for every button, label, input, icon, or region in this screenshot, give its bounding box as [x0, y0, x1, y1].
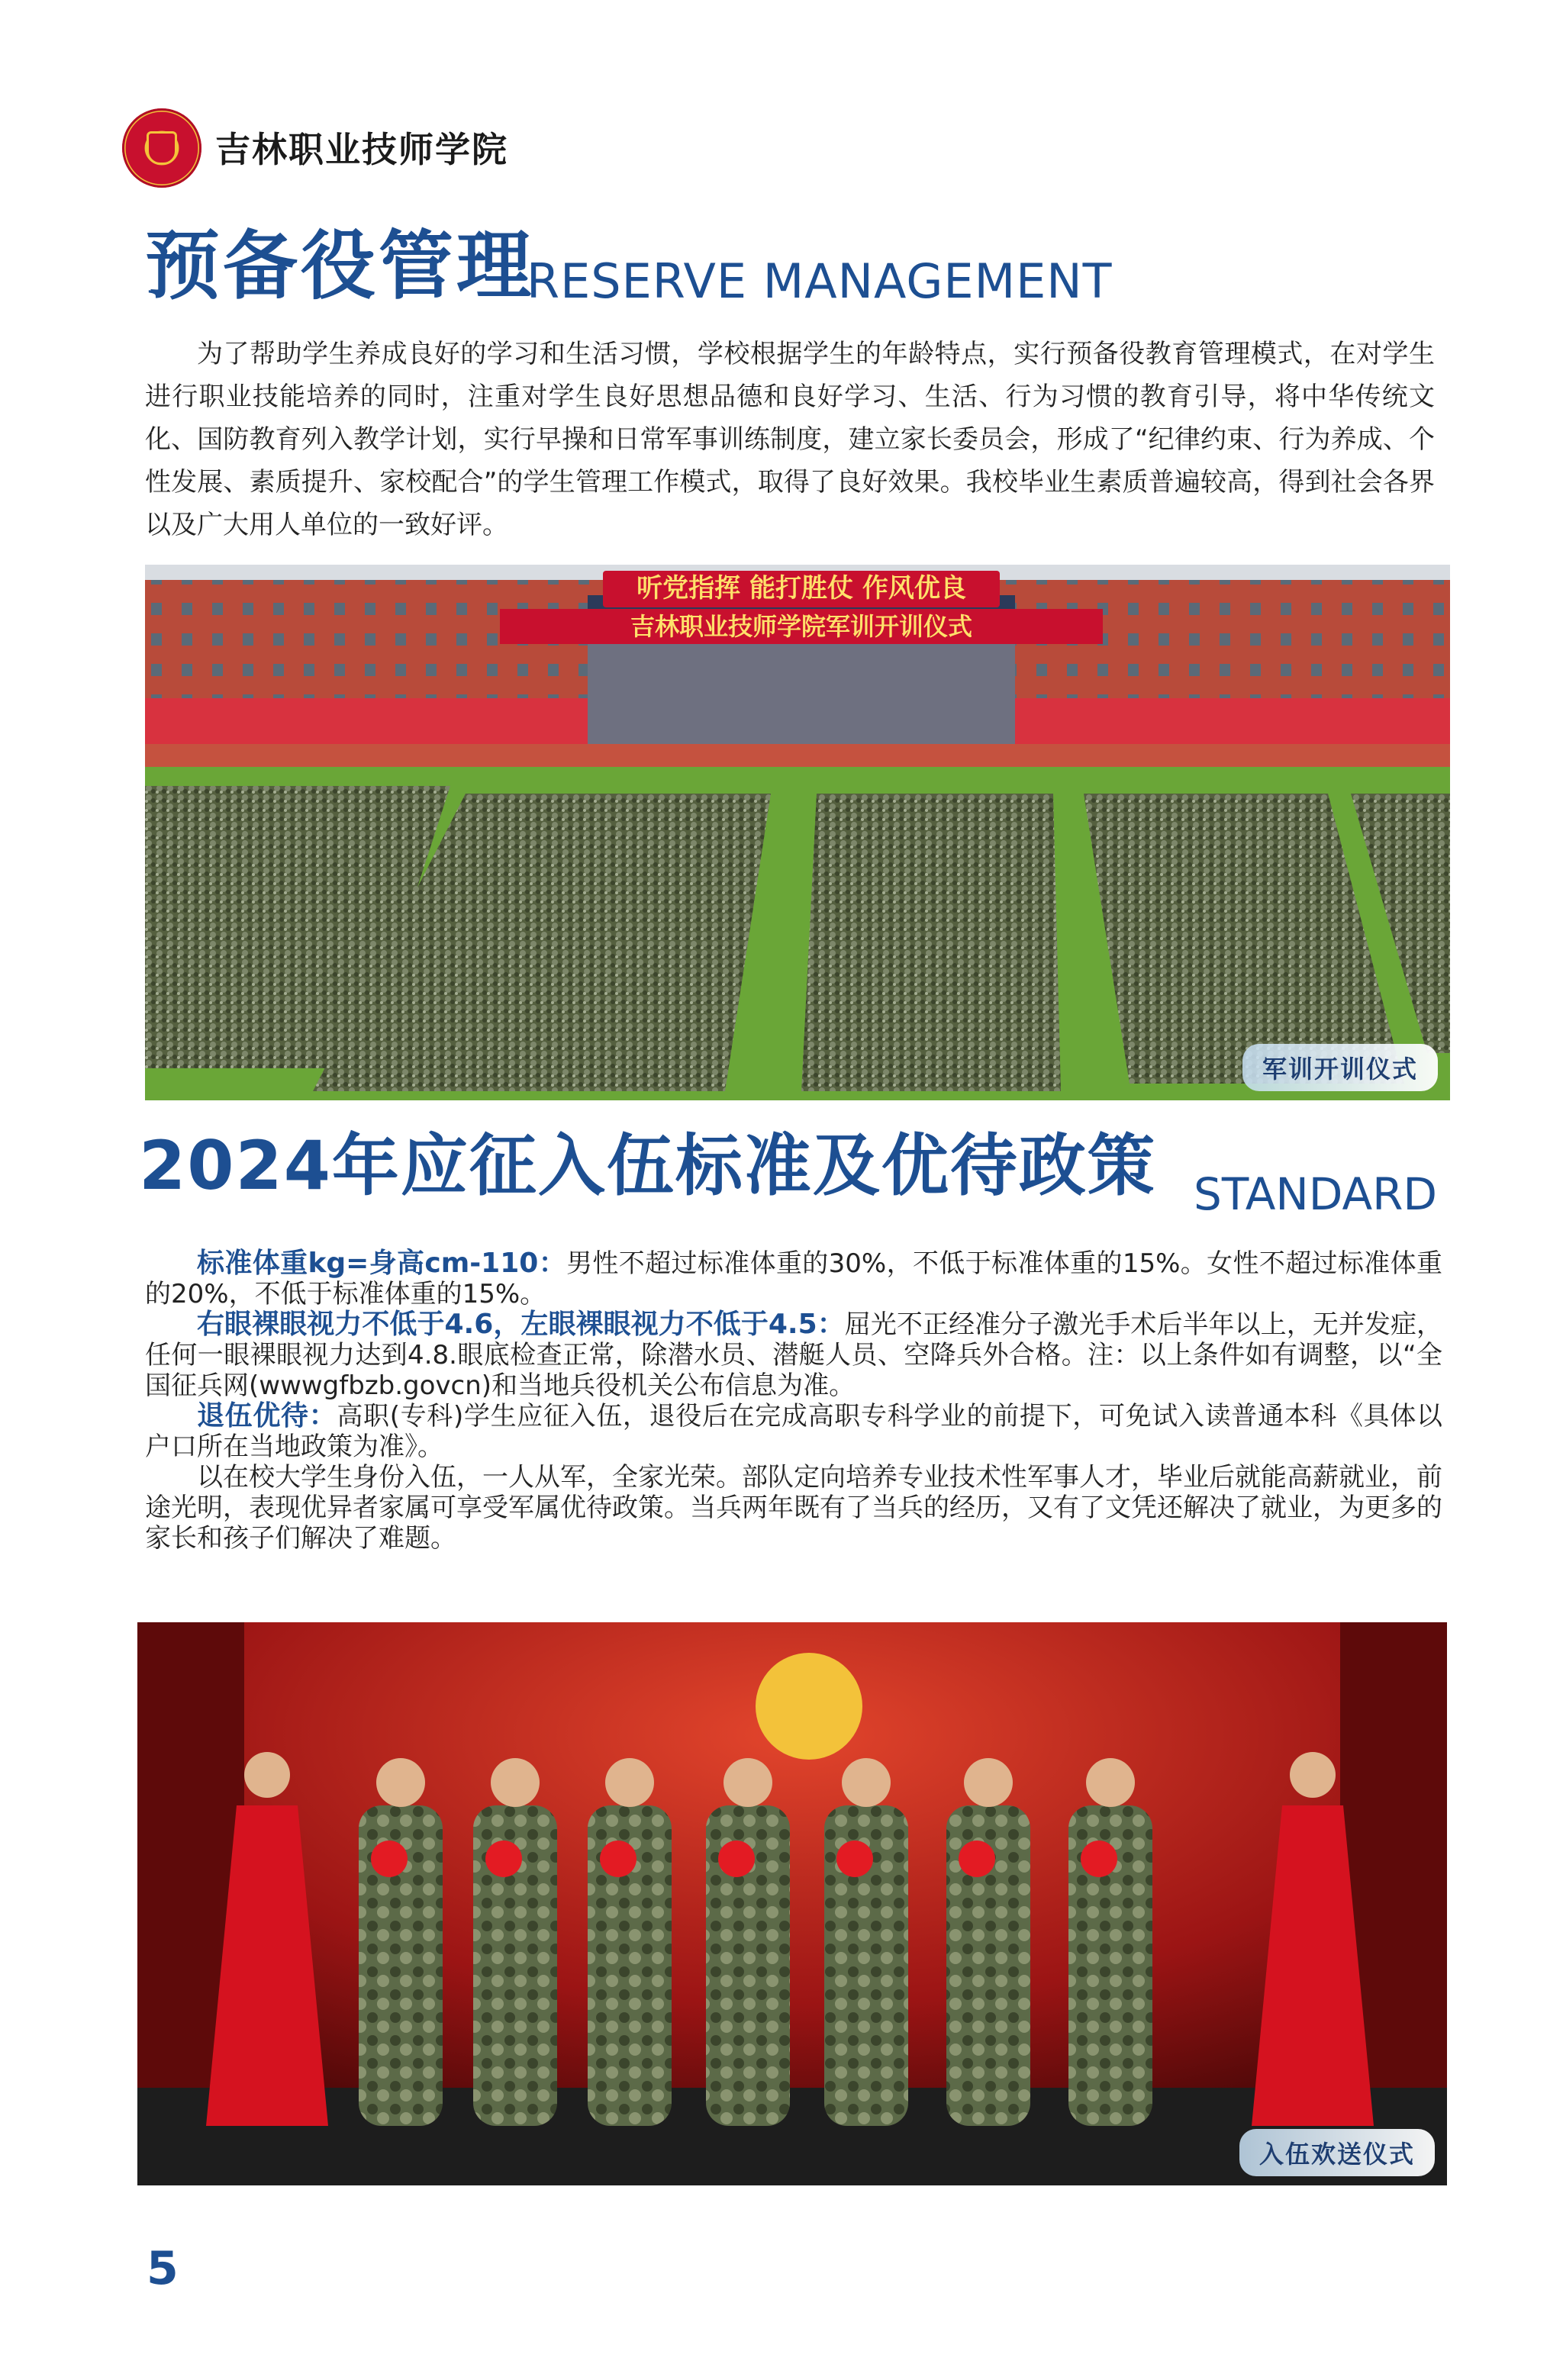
section-title-reserve: 预备役管理	[145, 223, 535, 310]
section-title-standard-en: STANDARD	[1194, 1168, 1438, 1220]
standard-item-weight: 标准体重kg=身高cm-110：男性不超过标准体重的30%，不低于标准体重的15%。女性不超过标准体重的20%，不低于标准体重的15%。	[145, 1248, 1442, 1309]
banner-top-text: 听党指挥 能打胜仗 作风优良	[636, 573, 966, 604]
school-name: 吉林职业技师学院	[215, 129, 508, 170]
standard-item-retire: 退伍优待：高职(专科)学生应征入伍，退役后在完成高职专科学业的前提下，可免试入读普通本科《具体以户口所在当地政策为准》。	[145, 1400, 1442, 1462]
banner-main-text: 吉林职业技师学院军训开训仪式	[630, 612, 973, 641]
page-number: 5	[147, 2242, 179, 2295]
standard-closing: 以在校大学生身份入伍，一人从军，全家光荣。部队定向培养专业技术性军事人才，毕业后就能高薪就业，前途光明，表现优异者家属可享受军属优待政策。当兵两年既有了当兵的经历，又有了文凭还解决了就业，为更多的家长和孩子们解决了难题。	[145, 1462, 1442, 1554]
standard-paragraphs	[145, 1248, 1442, 1554]
school-logo	[122, 108, 201, 188]
reserve-paragraph: 为了帮助学生养成良好的学习和生活习惯，学校根据学生的年龄特点，实行预备役教育管理模式，在对学生进行职业技能培养的同时，注重对学生良好思想品德和良好学习、生活、行为习惯的教育引导，将中华传统文化、国防教育列入教学计划，实行早操和日常军事训练制度，建立家长委员会，形成了“纪律约束、行为养成、个性发展、素质提升、家校配合”的学生管理工作模式，取得了良好效果。我校毕业生素质普遍较高，得到社会各界以及广大用人单位的一致好评。	[145, 339, 1435, 540]
enlistment-ceremony-photo	[137, 1622, 1447, 2185]
photo-caption: 入伍欢送仪式	[1239, 2129, 1435, 2176]
military-training-photo	[145, 565, 1450, 1100]
standard-item-vision: 右眼裸眼视力不低于4.6，左眼裸眼视力不低于4.5：屈光不正经准分子激光手术后半年以上，无并发症，任何一眼裸眼视力达到4.8.眼底检查正常，除潜水员、潜艇人员、空降兵外合格。注：以上条件如有调整，以“全国征兵网(wwwgfbzb.govcn)和当地兵役机关公布信息为准。	[145, 1309, 1442, 1401]
section-title-reserve-en: RESERVE MANAGEMENT	[527, 253, 1113, 309]
section-title-standard: 2024年应征入伍标准及优待政策	[139, 1126, 1156, 1205]
photo-caption: 军训开训仪式	[1242, 1044, 1438, 1091]
